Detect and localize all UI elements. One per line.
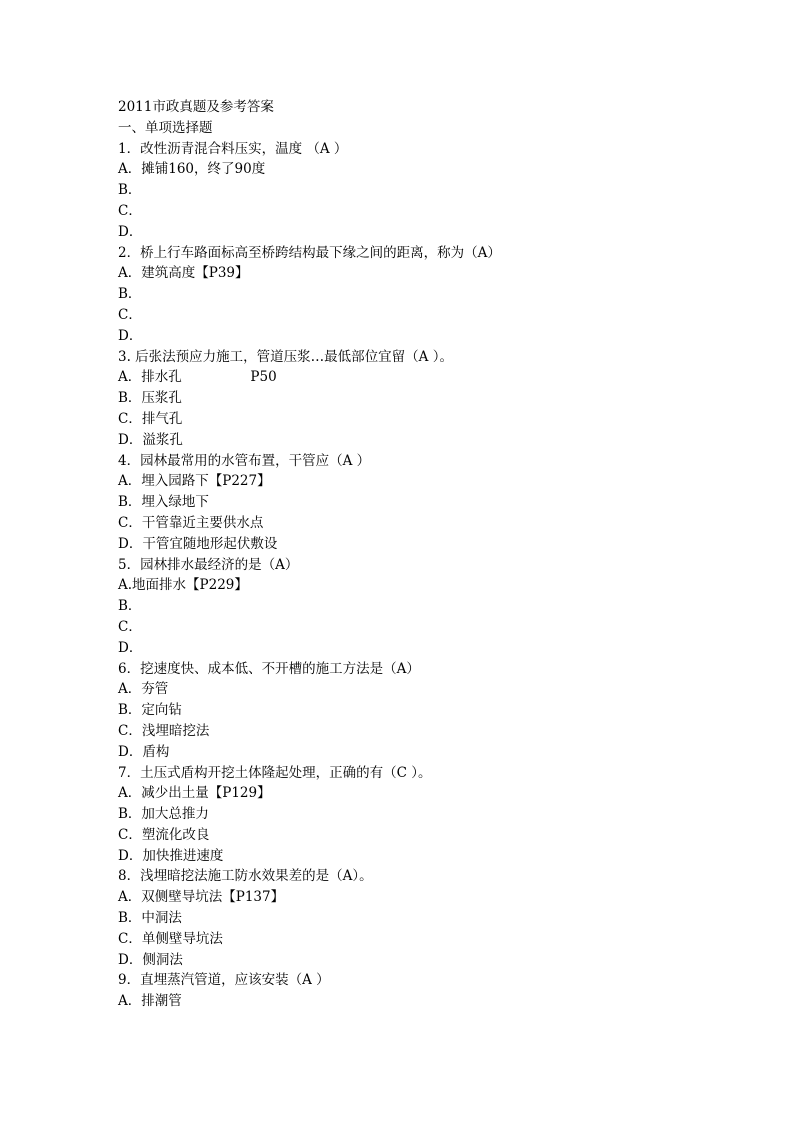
question-7-option-b: B．加大总推力 — [118, 806, 209, 823]
question-7-option-a: A．减少出土量【P129】 — [118, 785, 271, 802]
question-1: 1．改性沥青混合料压实，温度 （A ） — [118, 140, 348, 157]
question-3-option-a: A．排水孔 P50 — [118, 369, 277, 386]
question-1-option-a: A．摊铺160，终了90度 — [118, 161, 266, 178]
question-6: 6．挖速度快、成本低、不开槽的施工方法是（A） — [118, 660, 420, 677]
document-body — [118, 97, 718, 1012]
question-5-option-b: B． — [118, 598, 142, 615]
question-5-option-a: A.地面排水【P229】 — [118, 577, 248, 594]
question-3-option-d: D．溢浆孔 — [118, 431, 183, 448]
question-1-option-b: B． — [118, 182, 142, 199]
question-1-option-c: C． — [118, 202, 142, 219]
question-5-option-d: D． — [118, 639, 143, 656]
question-4-option-d: D．干管宜随地形起伏敷设 — [118, 535, 278, 552]
question-8-option-c: C．单侧壁导坑法 — [118, 930, 223, 947]
question-9: 9．直埋蒸汽管道，应该安装（A ） — [118, 972, 330, 989]
question-4-option-a: A．埋入园路下【P227】 — [118, 473, 271, 490]
question-9-option-a: A．排潮管 — [118, 993, 182, 1010]
question-5: 5．园林排水最经济的是（A） — [118, 556, 299, 573]
question-3: 3. 后张法预应力施工，管道压浆…最低部位宜留（A ）。 — [118, 348, 453, 365]
question-8-option-d: D．侧洞法 — [118, 951, 183, 968]
question-2-option-c: C． — [118, 306, 142, 323]
question-5-option-c: C． — [118, 618, 142, 635]
question-6-option-b: B．定向钻 — [118, 702, 182, 719]
question-7-option-d: D．加快推进速度 — [118, 847, 224, 864]
question-8: 8．浅埋暗挖法施工防水效果差的是（A）。 — [118, 868, 373, 885]
question-6-option-a: A．夯管 — [118, 681, 169, 698]
question-1-option-d: D． — [118, 223, 143, 240]
question-7-option-c: C．塑流化改良 — [118, 826, 210, 843]
question-2-option-a: A．建筑高度【P39】 — [118, 265, 249, 282]
question-6-option-d: D．盾构 — [118, 743, 170, 760]
section-heading: 一、单项选择题 — [118, 119, 213, 136]
question-2-option-d: D． — [118, 327, 143, 344]
question-3-option-b: B．压浆孔 — [118, 390, 182, 407]
question-2: 2．桥上行车路面标高至桥跨结构最下缘之间的距离，称为（A） — [118, 244, 501, 261]
question-8-option-a: A．双侧壁导坑法【P137】 — [118, 889, 285, 906]
document-title: 2011市政真题及参考答案 — [118, 99, 274, 115]
question-7: 7．土压式盾构开挖土体隆起处理，正确的有（C ）。 — [118, 764, 432, 781]
question-8-option-b: B．中洞法 — [118, 910, 182, 927]
question-4: 4．园林最常用的水管布置，干管应（A ） — [118, 452, 371, 469]
question-4-option-c: C．干管靠近主要供水点 — [118, 514, 264, 531]
question-4-option-b: B．埋入绿地下 — [118, 494, 209, 511]
question-2-option-b: B． — [118, 286, 142, 303]
question-3-option-c: C．排气孔 — [118, 410, 183, 427]
question-6-option-c: C．浅埋暗挖法 — [118, 722, 210, 739]
